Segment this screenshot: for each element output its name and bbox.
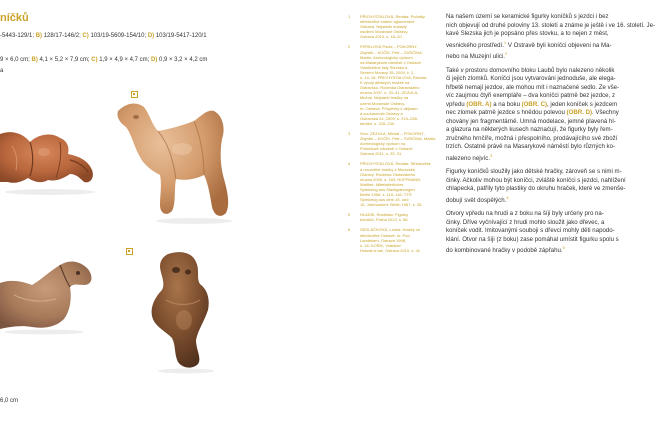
bottom-dimension: 6,0 cm — [0, 398, 19, 404]
footnote-line: s. 16; KOŠÍK, Vratislav: — [360, 242, 402, 248]
body-line — [446, 219, 646, 228]
body-paragraph — [446, 168, 646, 205]
footnotes — [348, 14, 438, 258]
body-text: trzích. Ostatně právě na Masarykově náměstí bylo různých ko- — [446, 143, 616, 151]
inventory-b-key: B) — [35, 33, 43, 39]
footnote-line: středověké sídelní aglomerace — [360, 19, 415, 25]
body-text: , jeden koníček s jezdcem — [547, 100, 618, 108]
body-line — [446, 177, 646, 186]
catalog-title: níčků — [0, 12, 29, 24]
body-text: a glazura na některých kusech naznačují, že figurky byly řem- — [446, 126, 613, 134]
inventory-d-key: D) — [147, 33, 155, 39]
footnote-line: PŘICHYSTALOVÁ, Renáta: Středověké — [360, 161, 431, 167]
footnote-line: muzea 2009, s. 183; HOFFMANN, — [360, 176, 422, 182]
footnote-text — [360, 44, 438, 126]
inventory-numbers — [0, 33, 207, 39]
footnote-text — [360, 212, 438, 222]
body-line — [446, 21, 655, 31]
footnote-text — [360, 227, 438, 252]
body-paragraph — [446, 67, 646, 164]
body-text: . Všechny — [592, 109, 619, 117]
body-text: víc zaujmou čtyři exempláře – dva koníčci patrně bez jezdce, z — [446, 92, 616, 100]
footnote-line: HLADÍK, Rostislav: Figurky — [360, 212, 409, 218]
footnote — [348, 44, 438, 126]
body-line — [446, 244, 646, 256]
body-paragraph — [446, 13, 655, 62]
horse-figurine-photo-c — [0, 255, 96, 335]
body-text: chovány jen fragmentárně. Umná modelace, jemné plavená hl- — [446, 117, 616, 125]
dimension-d-key: D) — [150, 57, 158, 63]
footnote-line: Zbyněk – KOČÍK, Petr – SVRČINA, — [360, 49, 423, 55]
footnote-number: 3 — [348, 130, 351, 136]
footnote-line: tamtéž, s. 228–230. — [360, 120, 396, 126]
body-line — [446, 75, 646, 84]
body-text: vesnického prostředí. — [446, 41, 504, 49]
footnote-line: Berlin 1966, s. 110–116; TÝŽ: — [360, 192, 413, 197]
inventory-a: -5443-129/1; — [0, 33, 35, 39]
body-text: nalezeno nejvíc. — [446, 154, 491, 162]
footnote-ref: 3 — [490, 152, 493, 158]
footnote-line: území Moravské Ostravy. — [360, 100, 406, 106]
body-line — [446, 152, 646, 164]
body-line — [446, 13, 646, 22]
body-text: nec zlomek patrně jezdce s hnědou polevou — [446, 109, 567, 117]
dimension-b-key: B) — [31, 57, 38, 63]
footnote-number: 1 — [348, 14, 351, 19]
horse-figurine-photo-b — [112, 95, 240, 227]
body-text: Na našem území se keramické figurky koníčků s jezdci i bez — [446, 13, 609, 20]
dimension-d: 0,9 × 3,2 × 4,2 cm — [158, 57, 208, 63]
body-line — [446, 67, 646, 76]
body-text: koníček vodit. Imitovanými souboji s dřevci mohly děti napodo- — [446, 227, 615, 235]
footnote-ref: 5 — [562, 245, 565, 251]
footnote-ref: 1 — [503, 39, 507, 45]
footnote — [348, 14, 438, 39]
footnote-line: středověké Ostravě. In: Pod — [360, 232, 410, 238]
body-text: činky. Dříve vyčnívající z hrudi mohlo sloužit jako dřevec, a — [446, 218, 605, 226]
footnote-number: 5 — [348, 212, 351, 218]
footnote-line: a současnosti Ostravy a — [360, 110, 403, 116]
body-text: vpředu — [446, 100, 467, 108]
footnote-text — [360, 131, 438, 156]
body-line — [446, 109, 646, 118]
dimension-a: 9 × 6,0 cm; — [0, 57, 30, 63]
footnote-line: a novověké hračky z Moravské — [360, 166, 415, 172]
body-text: V Ostravě byli koníčci objeveni na Ma- — [506, 41, 612, 49]
figure-ref: (OBR. A) — [466, 100, 492, 108]
footnote-line: osídlení Moravské Ostravy. — [360, 29, 409, 35]
footnote-line: Srov. ZEZULA, Michal – POKORNÝ, — [360, 130, 425, 136]
footnote-line: Ostrava 2013, s. 18–20. — [360, 34, 403, 40]
body-line — [446, 236, 646, 245]
footnote-line: In: Ostrava. Příspěvky k dějinám — [360, 105, 418, 111]
figure-ref: (OBR. C) — [521, 100, 548, 108]
footnote-line: Spielzeug aus Stadtgrabungen. — [360, 186, 416, 192]
body-text: nich objevují od druhé poloviny 13. století a známe je ještě i ve 16. století. Je- — [446, 21, 655, 29]
footnote — [348, 227, 438, 252]
footnote — [348, 212, 438, 222]
footnote-line: Spielzeug aus dem 15. und — [360, 197, 409, 203]
figure-ref: (OBR. D) — [566, 109, 592, 117]
footnote-line: 16. Jahrhundert. Berlin 1967, s. 35. — [360, 202, 423, 208]
footnote-line: Prokešově náměstí v Ostravě. — [360, 146, 414, 152]
body-line — [446, 194, 646, 206]
footnote — [348, 161, 438, 207]
footnote-line: Archeologický výzkum na — [360, 141, 406, 147]
inventory-d: 103/19-5417-120/1 — [155, 33, 207, 39]
footnote-number: 6 — [348, 227, 351, 233]
footnote-text — [360, 161, 438, 207]
footnote-line: na Masarykově náměstí v Ostravě. — [360, 59, 422, 65]
footnote-line: koníčků. Praha 2013, s. 66. — [360, 217, 409, 223]
body-text: klání. Otvor na šíji (z boku) zase pomáhal umístit figurku spolu s — [446, 235, 619, 243]
footnote-line: s. 14–16; PŘICHYSTALOVÁ, Renáta: — [360, 75, 428, 81]
footnote-line: Ostravsku. Ročenka Ostravského — [360, 85, 420, 91]
footnote-ref: 4 — [506, 194, 509, 200]
body-text: dobují svět dospělých. — [446, 196, 507, 204]
footnote-line: Zbyněk – KOČÍK, Petr – SVRČINA, Martin: — [360, 136, 437, 142]
photo-d-marker — [126, 248, 133, 255]
horse-figurine-photo-a — [0, 112, 100, 197]
footnote-line: Michal: Nejstarší hračky na — [360, 95, 409, 101]
footnote-line: Landekem. Ostrava 1998, — [360, 237, 407, 243]
body-line — [446, 143, 646, 152]
footnote — [348, 131, 438, 156]
footnote-line: FERKLOVÁ Pavla – POKORNÝ, — [360, 44, 419, 50]
body-line — [446, 101, 646, 110]
footnote-number: 4 — [348, 161, 351, 167]
main-text — [446, 13, 655, 261]
body-text: činky. Ačkoliv mohou být koníčci, zvláště koníčci s jezdci, nahlížení — [446, 176, 626, 184]
footnote-line: Walther: Mittelalterliches — [360, 181, 404, 187]
body-text: hřbetě nemají jezdce, ale mohou mít i naznačené sedlo. Ze vše- — [446, 83, 620, 91]
body-text: a na boku — [491, 100, 522, 108]
dimension-b: 4,1 × 5,2 × 7,9 cm; — [39, 57, 90, 63]
body-line — [446, 168, 646, 177]
body-text: nebo na Muzejní ulici. — [446, 53, 505, 61]
body-text: či jejich zlomků. Koníčci jsou vytvarováni jednoduše, ale elega- — [446, 75, 616, 83]
footnote-line: Ostravska 24, 2009, s. 219–238; — [360, 115, 418, 121]
body-line — [446, 126, 646, 135]
inventory-c: 103/19-5609-154/10; — [90, 33, 147, 39]
footnote-line: muzea 2007, s. 33–41; ZEZULA, — [360, 90, 419, 96]
dimensions-tail: a — [0, 68, 4, 74]
footnote-line: Martin: Archeologický výzkum — [360, 54, 413, 60]
body-text: do kombinované hračky v podobě zápřahu. — [446, 247, 563, 255]
footnote-line: K vývoji dětských hraček na — [360, 80, 410, 86]
footnote-line: Ostrava 2011, s. 25, 31. — [360, 151, 403, 157]
footnote-line: Vlastivědné listy Slezska a — [360, 64, 408, 70]
inventory-c-key: C) — [82, 33, 89, 39]
dimensions-line — [0, 57, 207, 63]
footnote-number: 2 — [348, 44, 351, 50]
body-text: Také v prostoru domovního bloku Laubů bylo nalezeno několik — [446, 66, 615, 74]
body-line — [446, 227, 646, 236]
body-text: chlapecká, patřily tyto plastiky do okruhu hraček, které ve zmenše- — [446, 185, 626, 193]
footnote-ref: 2 — [504, 51, 508, 57]
body-line — [446, 39, 646, 51]
body-line — [446, 185, 646, 194]
body-text: Otvory vpředu na hrudi a z boku na šíji byly určeny pro na- — [446, 210, 604, 218]
footnote-line: Severní Moravy 35, 2009, č. 2, — [360, 69, 415, 75]
body-line — [446, 30, 646, 39]
footnote-line: Ostravy. Ročenka Ostravského — [360, 171, 416, 177]
body-text: zručného hrnčíře, možná i přespolního, prodávajícího své zboží — [446, 134, 618, 142]
body-line — [446, 118, 646, 127]
dimension-c: 1,9 × 4,9 × 4,7 cm; — [99, 57, 150, 63]
body-paragraph — [446, 210, 646, 256]
dimension-c-key: C) — [91, 57, 98, 63]
inventory-b: 128/17-146/2; — [43, 33, 81, 39]
body-text: Figurky koníčků sloužily jako dětské hračky, zároveň se s nimi m- — [446, 168, 622, 176]
rider-figurine-photo-d — [138, 250, 228, 376]
body-line — [446, 92, 646, 101]
body-text: kavé Slezska jich je popsáno přes stovku, a to nejen z měst, — [446, 30, 609, 37]
body-line — [446, 210, 646, 219]
footnote-line: PŘICHYSTALOVÁ, Renáta: Počátky — [360, 14, 425, 19]
footnote-line: Ostrava. Nejstarší doklady — [360, 24, 407, 30]
footnote-line: Hrávali si tak. Ostrava 2010, s. 41. — [360, 247, 422, 253]
footnote-text — [360, 14, 438, 39]
body-line — [446, 135, 646, 144]
body-line — [446, 84, 646, 93]
footnote-line: SEDLÁČKOVÁ, Lenka: Hračky ve — [360, 227, 421, 233]
body-line — [446, 50, 646, 62]
